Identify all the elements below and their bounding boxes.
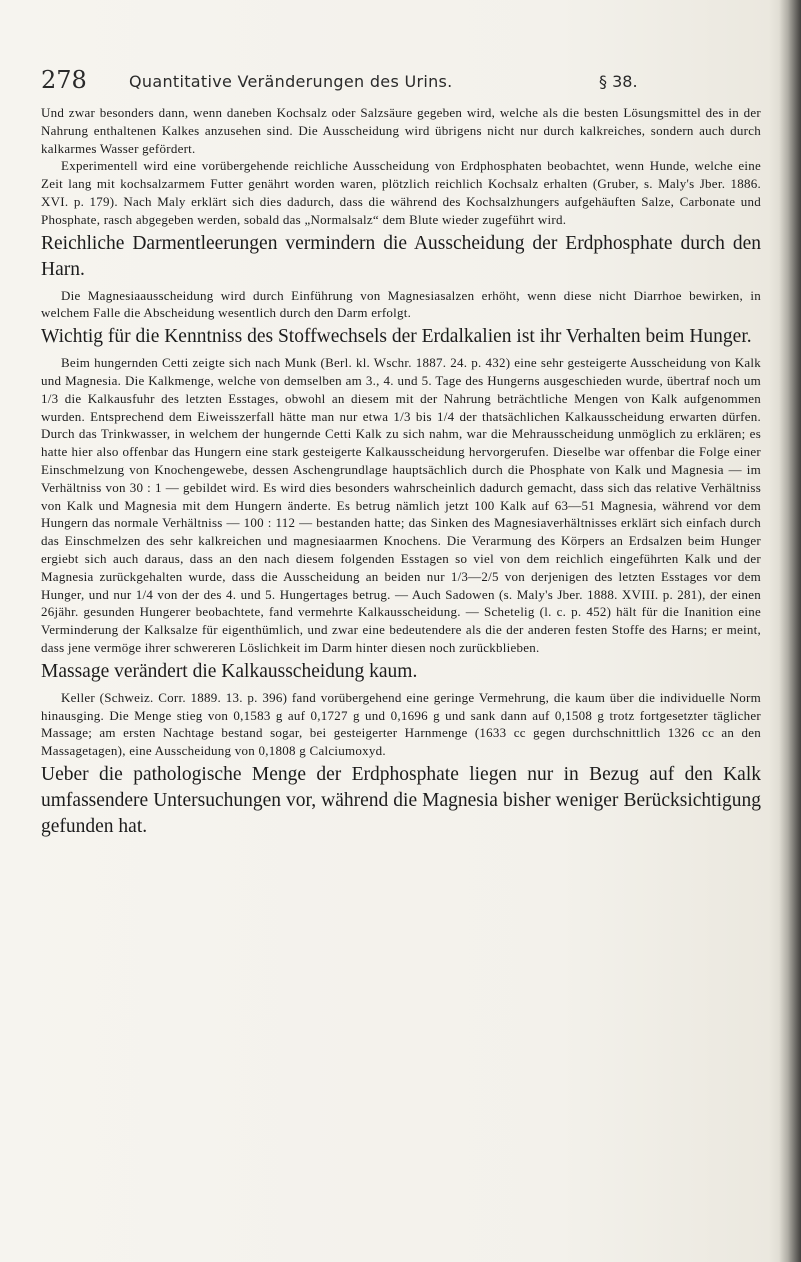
paragraph-kochsalz: Und zwar besonders dann, wenn daneben Kochsalz oder Salzsäure gegeben wird, welche als die besten Lösungsmittel des in der Nahrung enthaltenen Kalkes anzusehen sind. Die Ausscheidung wird übrigens nicht nur durch kalkreiches, sondern auch durch kalkarmes Wasser gefördert. (41, 105, 761, 156)
page-number: 278 (41, 66, 87, 94)
running-head: Quantitative Veränderungen des Urins. (129, 72, 453, 91)
heading-pathologisch: Ueber die pathologische Menge der Erdphosphate liegen nur in Bezug auf den Kalk umfassendere Untersuchungen vor, während die Magnesia bisher weniger Berücksichtigung gefunden hat. (41, 763, 761, 837)
paragraph-experiment: Experimentell wird eine vorübergehende reichliche Ausscheidung von Erdphosphaten beobachtet, wenn Hunde, welche eine Zeit lang mit kochsalzarmem Futter genährt worden waren, plötzlich reichlich Kochsalz erhalten (Gruber, s. Maly's Jber. 1886. XVI. p. 179). Nach Maly erklärt sich dies dadurch, dass die während des Kochsalzhungers aufgehäuften Salze, Carbonate und Phosphate, rasch abgegeben werden, sobald das „Normalsalz“ dem Blute wieder zugeführt wird. (41, 158, 761, 227)
heading-hunger: Wichtig für die Kenntniss des Stoffwechsels der Erdalkalien ist ihr Verhalten beim Hunger. (41, 326, 752, 348)
page-edge-shadow (779, 0, 801, 1262)
page-header (41, 66, 761, 94)
paragraph-magnesia: Die Magnesiaausscheidung wird durch Einführung von Magnesiasalzen erhöht, wenn diese nicht Diarrhoe bewirken, in welchem Falle die Abscheidung wesentlich durch den Darm erfolgt. (41, 287, 761, 321)
heading-darmentleerungen: Reichliche Darmentleerungen vermindern die Ausscheidung der Erdphosphate durch den Harn. (41, 232, 761, 280)
paragraph-cetti: Beim hungernden Cetti zeigte sich nach Munk (Berl. kl. Wschr. 1887. 24. p. 432) eine sehr gesteigerte Ausscheidung von Kalk und Magnesia. Die Kalkmenge, welche von demselben am 3., 4. und 5. Tage des Hungerns ausgeschieden wurde, übertraf noch um 1/3 die Kalkausfuhr des letzten Esstages, obwohl an diesem mit der Nahrung beträchtliche Mengen von Kalk aufgenommen wurden. Entsprechend dem Eiweisszerfall hätte man nur etwa 1/3 bis 1/4 der thatsächlichen Kalkausscheidung erwarten dürfen. Durch das Trinkwasser, in welchem der hungernde Cetti Kalk zu sich nahm, war die Mehrausscheidung unmöglich zu erklären; es hatte hier also offenbar das Hungern eine stark gesteigerte Kalkausscheidung hervorgerufen. Dieselbe war offenbar die Folge einer Einschmelzung von Knochengewebe, dessen Aschengrundlage hauptsächlich durch die Phosphate von Kalk und Magnesia — im Verhältniss von 30 : 1 — gebildet wird. Es wird dies besonders wahrscheinlich dadurch gemacht, dass sich das relative Verhältniss von Kalk und Magnesia mit dem Hungern änderte. Es betrug nämlich jetzt 100 Kalk auf 63—51 Magnesia, während vor dem Hungern das normale Verhältniss — 100 : 112 — bestanden hatte; das Sinken des Magnesiaverhältnisses erklärt sich einfach durch das Einschmelzen des sehr kalkreichen und magnesiaarmen Knochens. Die Verarmung des Körpers an Erdsalzen beim Hunger ergiebt sich auch daraus, dass an den nach diesem folgenden Esstagen so viel von dem reichlich eingeführten Kalk und der Magnesia zurückgehalten wurde, dass die Ausscheidung an beiden nur 1/3—2/5 von derjenigen des letzten Esstages vor dem Hunger, und nur 1/4 von der des 4. und 5. Hungertages betrug. — Auch Sadowen (s. Maly's Jber. 1888. XVIII. p. 281), der einen 26jähr. gesunden Hungerer beobachtete, fand vermehrte Kalkausscheidung. — Schetelig (l. c. p. 452) hält für die Inanition eine Verminderung der Kalksalze für eigenthümlich, und zwar eine bedeutendere als die der anderen festen Stoffe des Harns; er meint, dass jene vermöge ihrer schwereren Löslichkeit im Darm hinter diesen noch zurückblieben. (41, 355, 761, 655)
heading-massage: Massage verändert die Kalkausscheidung kaum. (41, 660, 418, 682)
paragraph-keller: Keller (Schweiz. Corr. 1889. 13. p. 396) fand vorübergehend eine geringe Vermehrung, die kaum über die individuelle Norm hinausging. Die Menge stieg von 0,1583 g auf 0,1727 g und 0,1696 g und sank dann auf 0,1508 g trotz fortgesetzter täglicher Massage; am ersten Nachtage bestand sogar, bei gesteigerter Harnmenge (1633 cc gegen durchschnittlich 1326 cc an den Massagetagen), eine Ausscheidung von 0,1808 g Calciumoxyd. (41, 689, 761, 759)
section-mark: § 38. (599, 72, 638, 91)
page-body (41, 104, 761, 844)
